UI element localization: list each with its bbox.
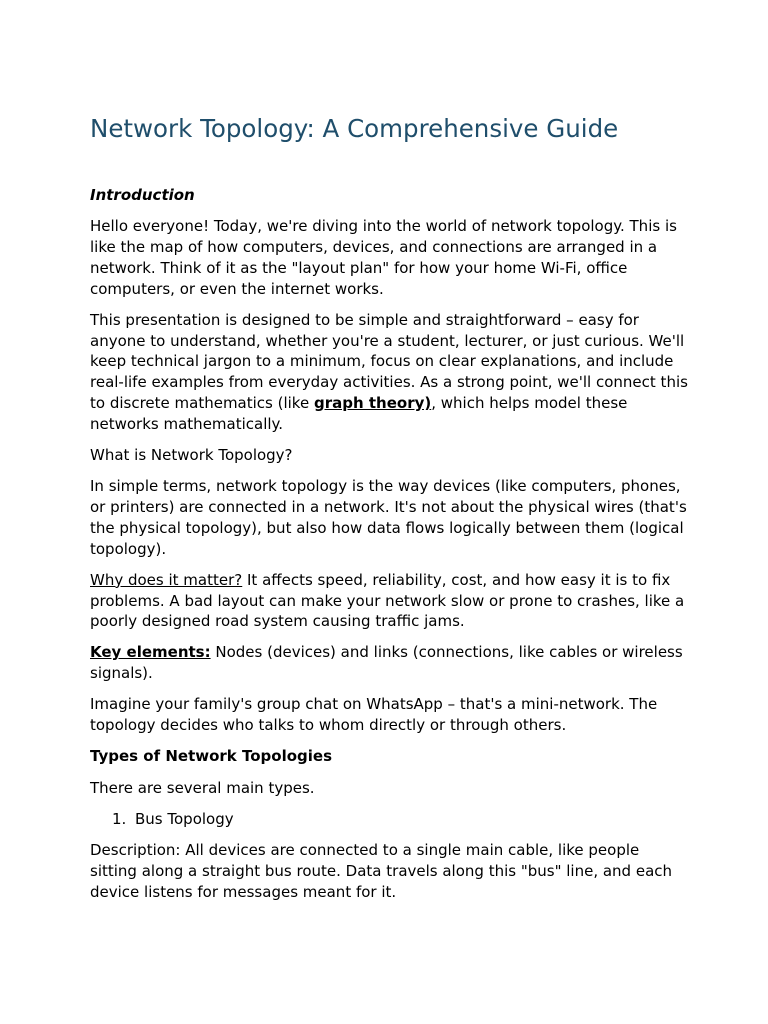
document-body: [90, 185, 690, 913]
example-paragraph: Imagine your family's group chat on WhatsApp – that's a mini-network. The topology decides who talks to whom directly or through others.: [90, 695, 658, 735]
what-is-paragraph: In simple terms, network topology is the way devices (like computers, phones, or printers) are connected in a network. It's not about the physical wires (that's the physical topology), but also how data flows logically between them (logical topology).: [90, 477, 687, 558]
key-elements-paragraph: Key elements: Nodes (devices) and links (connections, like cables or wireless signals).: [90, 643, 683, 683]
graph-theory-link[interactable]: graph theory): [313, 393, 432, 412]
types-intro: There are several main types.: [90, 778, 315, 797]
types-heading: Types of Network Topologies: [90, 747, 333, 766]
list-item-description: Description: All devices are connected to a single main cable, like people sitting along a straight bus route. Data travels along this "bus" line, and each device listens for messages meant for it.: [90, 841, 673, 901]
why-matters-paragraph: Why does it matter? It affects speed, reliability, cost, and how easy it is to fix problems. A bad layout can make your network slow or prone to crashes, like a poorly designed road system causing traffic jams.: [90, 570, 685, 631]
why-matters-label: Why does it matter?: [90, 570, 243, 589]
what-is-heading: What is Network Topology?: [90, 445, 293, 464]
intro-heading: Introduction: [90, 186, 195, 204]
key-elements-label: Key elements:: [90, 643, 211, 662]
list-item-number: 1.: [112, 809, 127, 828]
intro-paragraph-2: This presentation is designed to be simple and straightforward – easy for anyone to understand, whether you're a student, lecturer, or just curious. We'll keep technical jargon to a minimum, focus on clear explanations, and include real-life examples from everyday activities. As a strong point, we'll connect this to discrete mathematics (like graph theory), which helps model these networks mathematically.: [90, 310, 688, 433]
list-item-label: Bus Topology: [135, 809, 234, 828]
list-item: [112, 809, 690, 830]
intro-paragraph-1: Hello everyone! Today, we're diving into the world of network topology. This is like the map of how computers, devices, and connections are arranged in a network. Think of it as the "layout plan" for how your home Wi-Fi, office computers, or even the internet works.: [90, 217, 677, 298]
page-title: Network Topology: A Comprehensive Guide: [90, 114, 619, 143]
